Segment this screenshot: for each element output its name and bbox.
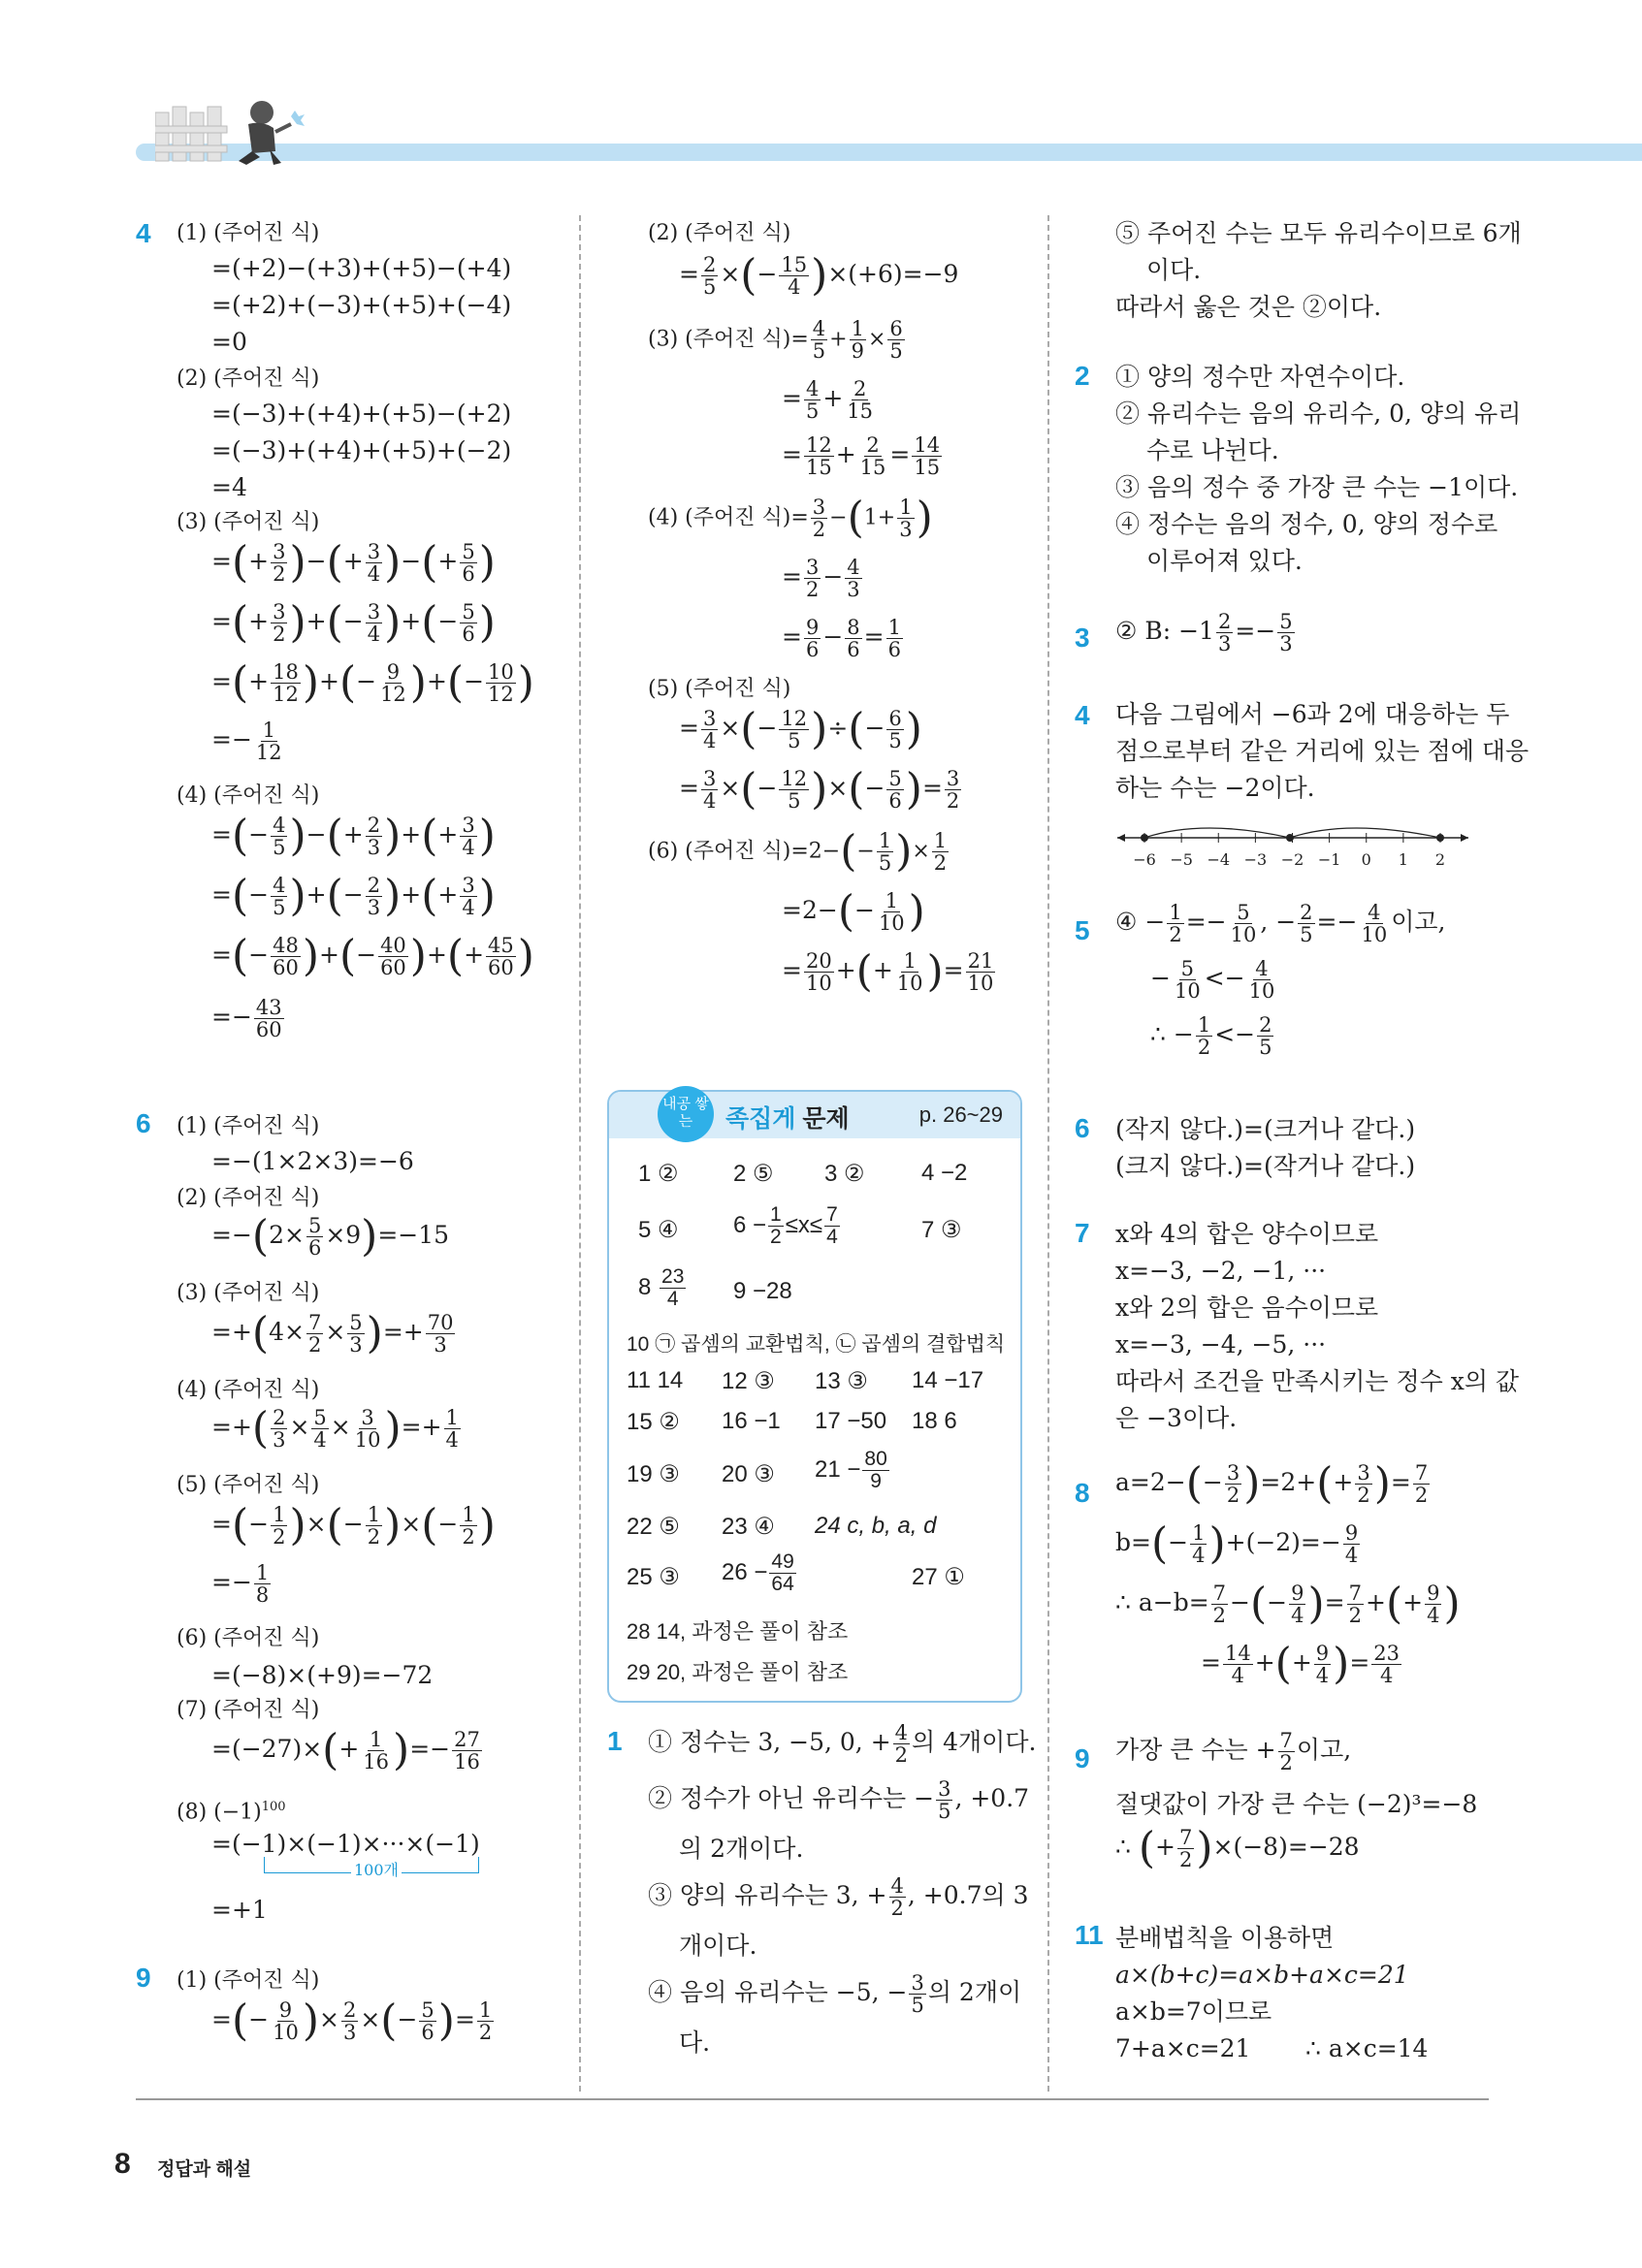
fraction-expression: =(+ $\frac{3}{2}$ )−(+ $\frac{3}{4}$ )−(+ $\frac{5}{6}$ ) (211, 537, 496, 588)
answer-item: 12 ③ (722, 1368, 775, 1394)
solution-line: =(−1)×(−1)×···×(−1) (211, 1830, 480, 1858)
fraction-expression: = $\frac{9}{6}$ − $\frac{8}{6}$ = $\frac{1}{6}$ (782, 616, 901, 661)
answer-item: 5 ④ (638, 1217, 679, 1243)
fraction-expression: =2−(− $\frac{1}{10}$ ) (782, 886, 925, 937)
fraction-expression: =(− $\frac{4}{5}$ )−(+ $\frac{2}{3}$ )+(+ $\frac{3}{4}$ ) (211, 811, 496, 861)
solution-line: =−(1×2×3)=−6 (211, 1147, 414, 1175)
footer-rule (136, 2098, 1489, 2100)
answer-item: 10 ㉠ 곱셈의 교환법칙, ㉡ 곱셈의 결합법칙 (627, 1333, 1006, 1356)
fraction-expression: ∴ (+ $\frac{7}{2}$ )×(−8)=−28 (1115, 1823, 1360, 1873)
solution-line: (5) (주어진 식) (177, 1473, 320, 1497)
solution-line: (7) (주어진 식) (177, 1698, 320, 1722)
number-line-tick-label: −2 (1280, 850, 1304, 869)
solution-line: =4 (211, 473, 247, 501)
answer-item: 24 c, b, a, d (815, 1513, 937, 1539)
number-line-tick-label: 2 (1434, 850, 1446, 869)
answer-item: 1 ② (638, 1161, 679, 1187)
answer-item: 22 ⑤ (627, 1514, 680, 1540)
fraction-expression: =+( $\frac{2}{3}$ × $\frac{5}{4}$ × $\frac{3}{10}$ )=+ $\frac{1}{4}$ (211, 1403, 459, 1453)
problem-number: 9 (1075, 1743, 1090, 1773)
solution-line: ② 유리수는 음의 유리수, 0, 양의 유리 (1115, 399, 1522, 428)
fraction-expression: =(−27)×(+ $\frac{1}{16}$ )=− $\frac{27}{16}$ (211, 1725, 480, 1775)
fraction-expression: = $\frac{3}{4}$ ×(− $\frac{12}{5}$ )÷(− $\frac{6}{5}$ ) (679, 704, 922, 754)
solution-line: 따라서 조건을 만족시키는 정수 x의 값 (1115, 1367, 1520, 1395)
answer-summary-box (607, 1090, 1022, 1703)
fraction-expression: = $\frac{3}{4}$ ×(− $\frac{12}{5}$ )×(− $\frac{5}{6}$ )= $\frac{3}{2}$ (679, 764, 960, 815)
answer-box-title: 족집게 문제 (725, 1105, 850, 1133)
fraction-expression: =− $\frac{1}{8}$ (211, 1561, 270, 1607)
problem-number: 7 (1075, 1218, 1090, 1248)
number-line-tick-label: 0 (1361, 850, 1371, 869)
solution-line: (2) (주어진 식) (177, 367, 320, 391)
fraction-expression: b=(− $\frac{1}{4}$ )+(−2)=− $\frac{9}{4}$ (1115, 1518, 1359, 1569)
solution-line: ① 정수는 3, −5, 0, + $\frac{4}{2}$ 의 4개이다. (648, 1721, 1037, 1767)
solution-line: (4) (주어진 식) (177, 783, 320, 808)
problem-number: 5 (1075, 915, 1090, 945)
badge: 내공 쌓는 (658, 1086, 714, 1142)
solution-line: =(−3)+(+4)+(+5)−(+2) (211, 399, 512, 428)
page-number: 8 (114, 2148, 131, 2180)
solution-line: 수로 나뉜다. (1146, 436, 1279, 464)
fraction-expression: = $\frac{4}{5}$ + $\frac{2}{15}$ (782, 377, 874, 423)
fraction-expression: =(− $\frac{4}{5}$ )+(− $\frac{2}{3}$ )+(+ $\frac{3}{4}$ ) (211, 871, 496, 921)
solution-line: =(−8)×(+9)=−72 (211, 1661, 434, 1689)
fraction-expression: 가장 큰 수는 + $\frac{7}{2}$ 이고, (1115, 1729, 1352, 1774)
solution-line: x와 2의 합은 음수이므로 (1115, 1294, 1379, 1322)
solution-line: (3) (주어진 식) (177, 1281, 320, 1305)
fraction-expression: = $\frac{2}{5}$ ×(− $\frac{15}{4}$ )×(+6)=−9 (679, 250, 959, 301)
number-line-tick-label: −6 (1133, 850, 1156, 869)
problem-number: 9 (136, 1963, 151, 1993)
fraction-expression: =(+ $\frac{18}{12}$ )+(− $\frac{9}{12}$ )+(− $\frac{10}{12}$ ) (211, 657, 534, 708)
problem-number: 4 (1075, 700, 1090, 730)
fraction-expression: =(− $\frac{9}{10}$ )× $\frac{2}{3}$ ×(− $\frac{5}{6}$ )= $\frac{1}{2}$ (211, 1996, 493, 2046)
solution-line: 다음 그림에서 −6과 2에 대응하는 두 (1115, 700, 1510, 728)
footer-label: 정답과 해설 (157, 2159, 252, 2180)
fraction-expression: ④ − $\frac{1}{2}$ =− $\frac{5}{10}$ , − $\frac{2}{5}$ =− $\frac{4}{10}$ 이고, (1115, 901, 1446, 946)
solution-line: (1) (주어진 식) (177, 1114, 320, 1138)
fraction-expression: =(− $\frac{48}{60}$ )+(− $\frac{40}{60}$ )+(+ $\frac{45}{60}$ ) (211, 931, 534, 981)
number-line-tick-label: −4 (1207, 850, 1231, 869)
answer-item: 20 ③ (722, 1461, 775, 1487)
solution-line: x=−3, −2, −1, ··· (1115, 1257, 1327, 1285)
solution-line: ③ 양의 유리수는 3, + $\frac{4}{2}$ , +0.7의 3 (648, 1874, 1029, 1920)
answer-box-pages: p. 26~29 (918, 1102, 1003, 1127)
answer-item: 18 6 (912, 1408, 957, 1434)
fraction-expression: ∴ − $\frac{1}{2}$ <− $\frac{2}{5}$ (1150, 1013, 1272, 1059)
fraction-expression: = $\frac{20}{10}$ +(+ $\frac{1}{10}$ )= $\frac{21}{10}$ (782, 946, 994, 997)
answer-item: 25 ③ (627, 1564, 680, 1590)
solution-line: ④ 음의 유리수는 −5, − $\frac{3}{5}$ 의 2개이 (648, 1971, 1022, 2017)
number-line-tick-label: 1 (1398, 850, 1408, 869)
solution-line: (크지 않다.)=(작거나 같다.) (1115, 1152, 1416, 1180)
solution-line: (6) (주어진 식)=2−(− $\frac{1}{5}$ )× $\frac{1}{2}$ (648, 826, 948, 877)
fraction-expression: =− $\frac{43}{60}$ (211, 996, 282, 1041)
answer-item: 27 ① (912, 1564, 965, 1590)
fraction-expression: a=2−(− $\frac{3}{2}$ )=2+(+ $\frac{3}{2}$ )= $\frac{7}{2}$ (1115, 1458, 1429, 1509)
fraction-expression: =+(4× $\frac{7}{2}$ × $\frac{5}{3}$ )=+ $\frac{70}{3}$ (211, 1308, 454, 1358)
solution-line: a×b=7이므로 (1115, 1997, 1272, 2026)
solution-line: ① 양의 정수만 자연수이다. (1115, 363, 1405, 391)
gardener-illustration (155, 93, 320, 171)
problem-number: 8 (1075, 1478, 1090, 1508)
answer-item: 16 −1 (722, 1408, 781, 1434)
solution-line: ③ 음의 정수 중 가장 큰 수는 −1이다. (1115, 473, 1519, 501)
solution-line: x와 4의 합은 양수이므로 (1115, 1220, 1379, 1248)
number-line-tick-label: −1 (1317, 850, 1341, 869)
solution-line: ⑤ 주어진 수는 모두 유리수이므로 6개 (1115, 219, 1522, 247)
solution-line: (3) (주어진 식) (177, 510, 320, 534)
number-line (1115, 820, 1474, 875)
solution-line: =+1 (211, 1896, 268, 1924)
solution-line: ∴ a×c=14 (1305, 2034, 1429, 2062)
solution-line: 따라서 옳은 것은 ②이다. (1115, 293, 1382, 321)
answer-item: 19 ③ (627, 1461, 680, 1487)
fraction-expression: = $\frac{12}{15}$ + $\frac{2}{15}$ = $\frac{14}{15}$ (782, 433, 941, 479)
problem-number: 3 (1075, 623, 1090, 653)
solution-line: ④ 정수는 음의 정수, 0, 양의 정수로 (1115, 510, 1498, 538)
solution-line: (5) (주어진 식) (648, 677, 791, 701)
solution-line: (4) (주어진 식)= $\frac{3}{2}$ −(1+ $\frac{1}{3}$ ) (648, 493, 933, 543)
answer-item: 11 14 (627, 1367, 684, 1393)
answer-item: 21 − $\frac{80}{9}$ (815, 1448, 887, 1492)
solution-line: (4) (주어진 식) (177, 1378, 320, 1402)
answer-item: 4 −2 (921, 1160, 968, 1186)
problem-number: 6 (1075, 1113, 1090, 1143)
solution-line: (1) (주어진 식) (177, 221, 320, 245)
solution-line: ② B: −1 $\frac{2}{3}$ =− $\frac{5}{3}$ (1115, 610, 1293, 655)
fraction-expression: ∴ a−b= $\frac{7}{2}$ −(− $\frac{9}{4}$ )= $\frac{7}{2}$ +(+ $\frac{9}{4}$ ) (1115, 1579, 1461, 1629)
solution-line: a×(b+c)=a×b+a×c=21 (1115, 1961, 1409, 1989)
answer-item: 9 −28 (733, 1278, 792, 1304)
fraction-expression: =(− $\frac{1}{2}$ )×(− $\frac{1}{2}$ )×(− $\frac{1}{2}$ ) (211, 1500, 496, 1550)
answer-item: 17 −50 (815, 1408, 887, 1434)
problem-number: 11 (1075, 1920, 1104, 1950)
column-divider-1 (579, 215, 581, 2092)
solution-line: =0 (211, 328, 247, 356)
answer-item: 3 ② (824, 1161, 865, 1187)
problem-number: 1 (607, 1726, 623, 1756)
fraction-expression: = $\frac{14}{4}$ +(+ $\frac{9}{4}$ )= $\frac{23}{4}$ (1201, 1639, 1400, 1689)
solution-line: 다. (679, 2028, 711, 2057)
answer-item: 26 − $\frac{49}{64}$ (722, 1550, 794, 1595)
solution-line: =(−3)+(+4)+(+5)+(−2) (211, 436, 512, 464)
solution-line: 의 2개이다. (679, 1835, 804, 1863)
solution-line: ② 정수가 아닌 유리수는 − $\frac{3}{5}$ , +0.7 (648, 1777, 1030, 1823)
solution-line: (2) (주어진 식) (177, 1186, 320, 1210)
solution-line: 절댓값이 가장 큰 수는 (−2)³=−8 (1115, 1790, 1478, 1818)
solution-line: (작지 않다.)=(크거나 같다.) (1115, 1115, 1416, 1143)
answer-item: 28 14, 과정은 풀이 참조 (627, 1619, 849, 1644)
solution-line: 하는 수는 −2이다. (1115, 774, 1315, 802)
solution-line: 분배법칙을 이용하면 (1115, 1924, 1335, 1952)
answer-item: 13 ③ (815, 1368, 868, 1394)
answer-item: 8 $\frac{23}{4}$ (638, 1265, 685, 1310)
answer-item: 14 −17 (912, 1367, 984, 1393)
fraction-expression: − $\frac{5}{10}$ <− $\frac{4}{10}$ (1150, 957, 1275, 1003)
solution-line: =(+2)+(−3)+(+5)+(−4) (211, 291, 512, 319)
answer-item: 29 20, 과정은 풀이 참조 (627, 1660, 849, 1684)
fraction-expression: =(+ $\frac{3}{2}$ )+(− $\frac{3}{4}$ )+(− $\frac{5}{6}$ ) (211, 597, 496, 648)
solution-line: 이루어져 있다. (1146, 547, 1303, 575)
solution-line: 7+a×c=21 (1115, 2034, 1251, 2062)
solution-line: 은 −3이다. (1115, 1404, 1238, 1432)
answer-item: 6 − $\frac{1}{2}$ ≤x≤ $\frac{7}{4}$ (733, 1203, 838, 1248)
number-line-tick-label: −3 (1243, 850, 1268, 869)
answer-item: 7 ③ (921, 1217, 962, 1243)
underbrace-count: 100개 (351, 1861, 402, 1880)
solution-line: 이다. (1146, 256, 1202, 284)
fraction-expression: =− $\frac{1}{12}$ (211, 719, 282, 764)
problem-number: 6 (136, 1108, 151, 1138)
solution-line: =(+2)−(+3)+(+5)−(+4) (211, 254, 512, 282)
problem-number: 2 (1075, 361, 1090, 391)
solution-line: (3) (주어진 식)= $\frac{4}{5}$ + $\frac{1}{9}$ × $\frac{6}{5}$ (648, 317, 903, 363)
problem-number: 4 (136, 218, 151, 248)
solution-line: (6) (주어진 식) (177, 1626, 320, 1650)
fraction-expression: = $\frac{3}{2}$ − $\frac{4}{3}$ (782, 556, 860, 601)
solution-line: (8) $(-1)^{100}$ (177, 1800, 286, 1825)
number-line-tick-label: −5 (1170, 850, 1193, 869)
column-divider-2 (1047, 215, 1049, 2092)
answer-item: 2 ⑤ (733, 1161, 774, 1187)
solution-line: (1) (주어진 식) (177, 1968, 320, 1993)
solution-line: (2) (주어진 식) (648, 221, 791, 245)
answer-item: 23 ④ (722, 1514, 775, 1540)
header-band (136, 144, 1642, 161)
solution-line: 개이다. (679, 1932, 757, 1960)
fraction-expression: =−(2× $\frac{5}{6}$ ×9)=−15 (211, 1211, 450, 1262)
solution-line: x=−3, −4, −5, ··· (1115, 1330, 1327, 1358)
solution-line: 점으로부터 같은 거리에 있는 점에 대응 (1115, 737, 1529, 765)
answer-item: 15 ② (627, 1409, 680, 1435)
